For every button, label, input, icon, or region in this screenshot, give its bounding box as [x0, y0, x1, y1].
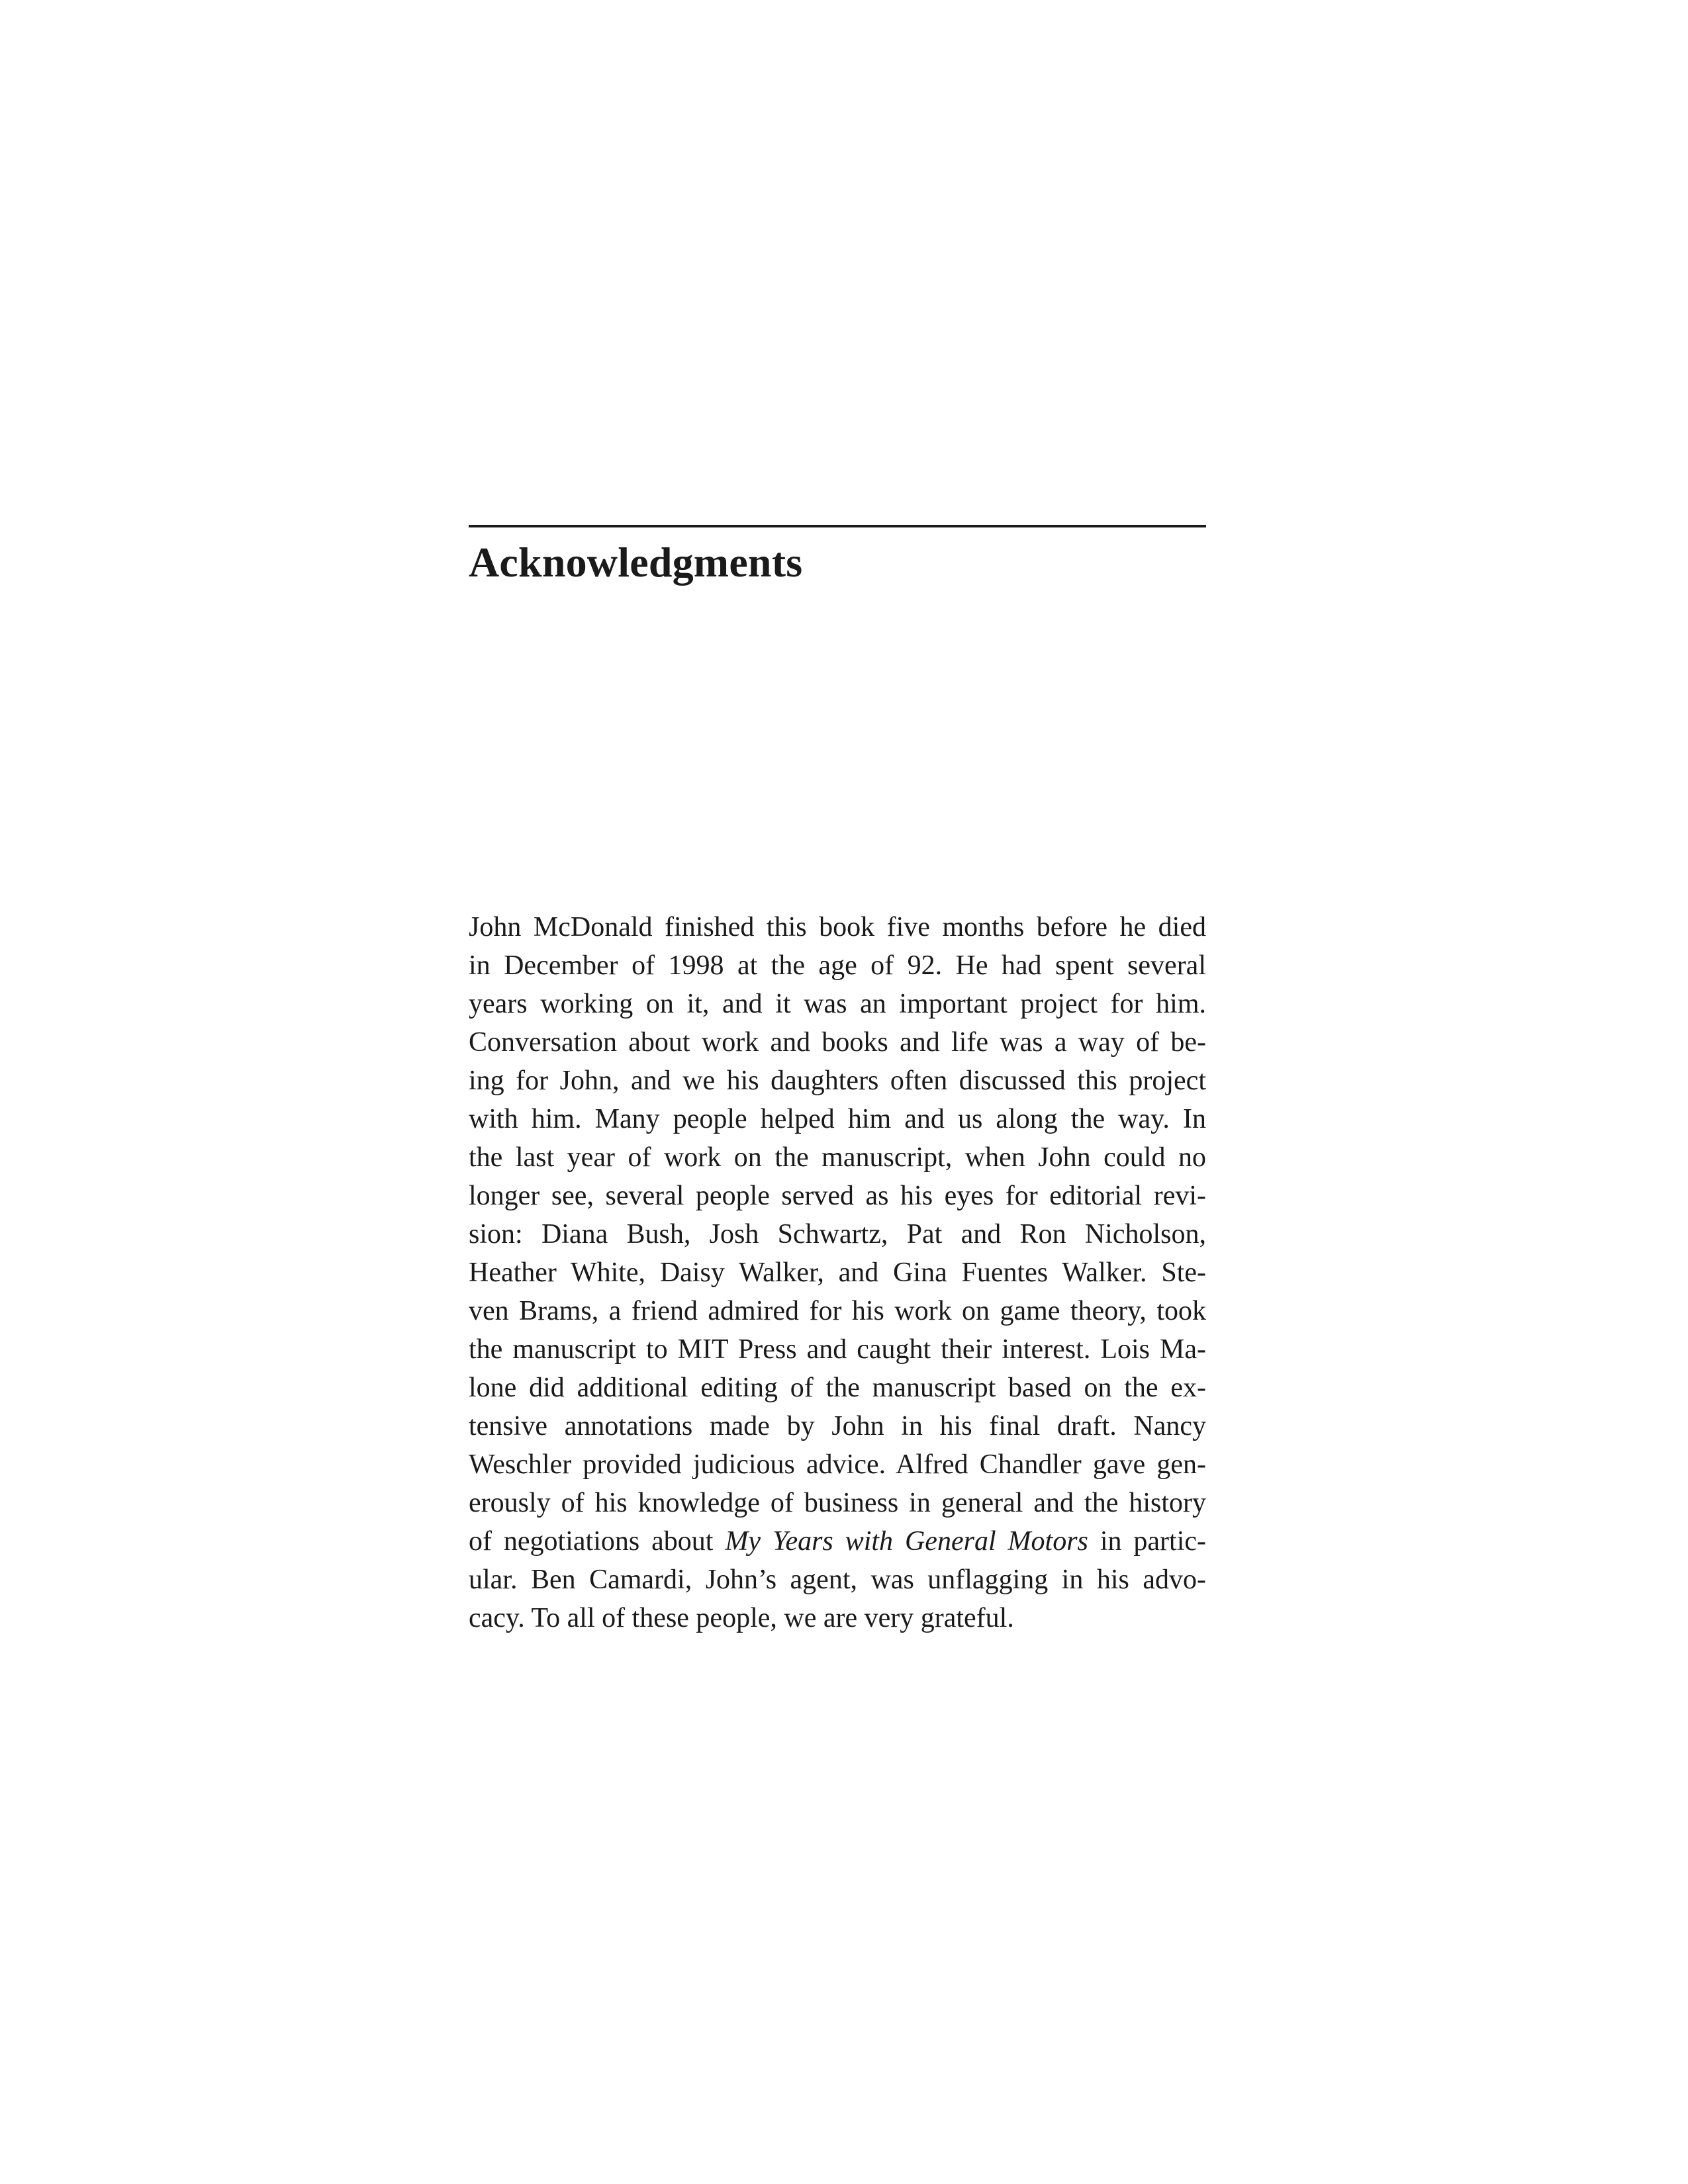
paragraph-line: ing for John, and we his daughters often discussed this project [469, 1066, 1206, 1096]
acknowledgments-paragraph [469, 908, 1206, 1637]
paragraph-line: Weschler provided judicious advice. Alfred Chandler gave gen- [469, 1449, 1206, 1480]
paragraph-line: John McDonald finished this book five months before he died [469, 912, 1206, 942]
paragraph-line: the manuscript to MIT Press and caught their interest. Lois Ma- [469, 1334, 1206, 1365]
paragraph-line: in December of 1998 at the age of 92. He had spent several [469, 950, 1206, 981]
line-text-before-title: of negotiations about [469, 1526, 726, 1557]
line-text-after-title: in partic- [1088, 1526, 1206, 1557]
paragraph-line: sion: Diana Bush, Josh Schwartz, Pat and Ron Nicholson, [469, 1219, 1206, 1250]
paragraph-line: Conversation about work and books and life was a way of be- [469, 1027, 1206, 1058]
paragraph-line: Heather White, Daisy Walker, and Gina Fuentes Walker. Ste- [469, 1257, 1206, 1288]
paragraph-line-book-title [469, 1522, 1206, 1561]
paragraph-line: years working on it, and it was an important project for him. [469, 989, 1206, 1019]
paragraph-line: longer see, several people served as his eyes for editorial revi- [469, 1181, 1206, 1211]
page-title: Acknowledgments [469, 539, 803, 586]
paragraph-line: with him. Many people helped him and us along the way. In [469, 1104, 1206, 1134]
book-title: My Years with General Motors [725, 1526, 1088, 1557]
paragraph-line: ular. Ben Camardi, John’s agent, was unflagging in his advo- [469, 1565, 1206, 1595]
paragraph-line: ven Brams, a friend admired for his work on game theory, took [469, 1296, 1206, 1326]
paragraph-line: erously of his knowledge of business in general and the history [469, 1488, 1206, 1518]
paragraph-last-line: cacy. To all of these people, we are very grateful. [469, 1603, 1014, 1633]
paragraph-line: tensive annotations made by John in his final draft. Nancy [469, 1411, 1206, 1441]
paragraph-line: the last year of work on the manuscript, when John could no [469, 1142, 1206, 1173]
heading-rule [469, 525, 1206, 527]
paragraph-line: lone did additional editing of the manuscript based on the ex- [469, 1373, 1206, 1403]
